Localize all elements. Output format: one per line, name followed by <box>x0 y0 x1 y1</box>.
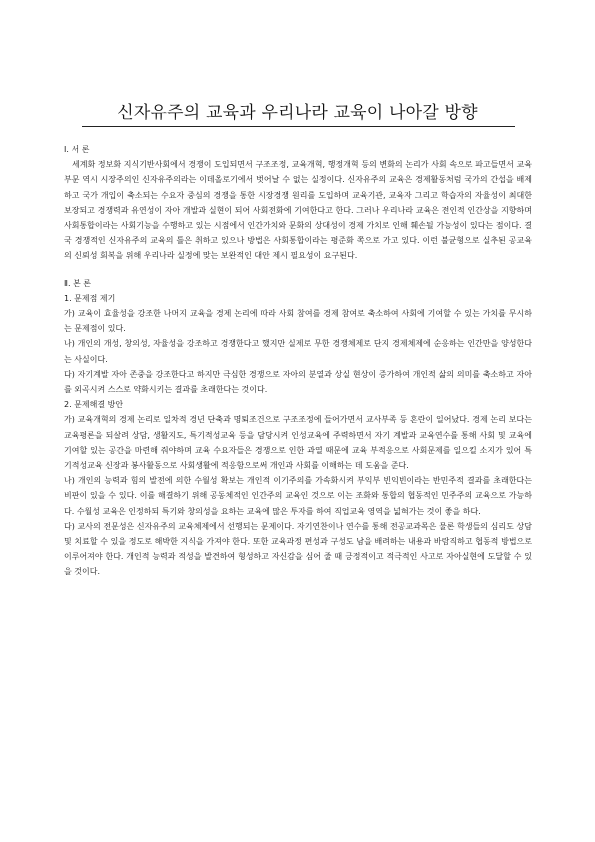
solution-item-a: 가) 교육개혁의 경제 논리로 일차적 경년 단축과 명퇴조건으로 구조조정에 들어가면서 교사부족 등 혼란이 일어났다. 경제 논리 보다는 교육평론을 되살려 상담, 생활지도, 특기적성교육 등을 담당시켜 인성교육에 주력하면서 자기 계발과 교육연수를 통해 사회 및 교육에 기여할 있는 공간을 마련해 줘야하며 교육 수요자들은 경쟁으로 인한 과열 때문에 교육 부적응으로 사회문제를 일으킬 소지가 있어 특기적성교육 신장과 봉사활동으로 사회생활에 적응함으로써 개인과 사회를 이해하는 데 도움을 준다. <box>64 415 532 471</box>
section-1-heading: Ⅰ. 서 론 <box>64 145 90 154</box>
problem-item-c: 다) 자기계발 자아 존중을 강조한다고 하지만 극심한 경쟁으로 자아의 분열과 상실 현상이 증가하여 개인적 삶의 의미를 축소하고 자아를 외곡시켜 스스로 약화시키는 결과를 초래한다는 것이다. <box>64 369 532 395</box>
title-underline <box>82 126 515 127</box>
page-title: 신자유주의 교육과 우리나라 교육이 나아갈 방향 <box>117 103 478 123</box>
solution-item-b: 나) 개인의 능력과 힘의 발전에 의한 수월성 확보는 개인적 이기주의를 가속화시켜 부익부 빈익빈이라는 반민주적 결과를 초래한다는 비판이 있을 수 있다. 이를 해결하기 위해 공동체적인 인간주의 교육인 것으로 이는 조화와 통합의 협동적인 민주주의 교육으로 가능하다. 수월성 교육은 인정하되 특기와 창의성을 요하는 교육에 많은 투자를 하여 직업교육 영역을 넓혀가는 것이 좋을 하다. <box>64 476 532 516</box>
document-body <box>64 142 532 580</box>
section-spacer <box>64 264 532 276</box>
problem-item-b: 나) 개인의 개성, 창의성, 자율성을 강조하고 경쟁한다고 했지만 실제로 무한 경쟁체제로 단지 경제체제에 순응하는 인간만을 양성한다는 사실이다. <box>64 339 532 364</box>
solution-item-c: 다) 교사의 전문성은 신자유주의 교육체제에서 선행되는 문제이다. 자기연찬이나 연수를 통해 전공교과목은 물론 학생들의 심리도 상담 및 치료할 수 있을 정도로 해박한 지식을 가져야 한다. 또한 교육과정 편성과 구성도 남을 배려하는 내용과 바람직하고 협동적 방법으로 이루어져야 한다. 개인적 능력과 적성을 발견하여 형성하고 자신감을 심어 줄 때 긍정적이고 적극적인 사고로 자아실현에 도달할 수 있을 것이다. <box>64 521 532 577</box>
introduction-paragraph: 세계화 정보화 지식기반사회에서 경쟁이 도입되면서 구조조정, 교육개혁, 행정개혁 등의 변화의 논리가 사회 속으로 파고들면서 교육부문 역시 시장주의인 신자유주의라는 이데올로기에서 벗어날 수 없는 실정이다. 신자유주의 교육은 경제활동처럼 국가의 간섭을 배제하고 국가 개입이 축소되는 수요자 중심의 경쟁을 통한 시장경쟁 원리를 도입하며 교육기관, 교육자 그리고 학습자의 자율성이 최대한 보장되고 경쟁력과 유연성이 자아 개발과 실현이 되어 사회전화에 기여한다고 한다. 그러나 우리나라 교육은 전인적 인간상을 지향하며 사회통합이라는 사회기능을 수행하고 있는 시점에서 인간가치와 문화의 상대성이 경제 가치로 인해 훼손될 가능성이 있다는 점이다. 결국 경쟁적인 신자유주의 교육의 틀은 취하고 있으나 방법은 사회통합이라는 평준화 쪽으로 가고 있다. 이런 불균형으로 실추된 공교육의 신뢰성 회복을 위해 우리나라 실정에 맞는 보완적인 대안 제시 필요성이 요구된다. <box>64 160 532 261</box>
subsection-2-heading: 2. 문제해결 방안 <box>64 400 124 410</box>
problem-item-a: 가) 교육이 효율성을 강조한 나머지 교육을 경제 논리에 따라 사회 참여를 경제 참여로 축소하여 사회에 기여할 수 있는 가치를 무시하는 문제점이 있다. <box>64 309 532 334</box>
subsection-1-heading: 1. 문제점 제기 <box>64 293 116 303</box>
section-2-heading: Ⅱ. 본 론 <box>64 278 92 288</box>
